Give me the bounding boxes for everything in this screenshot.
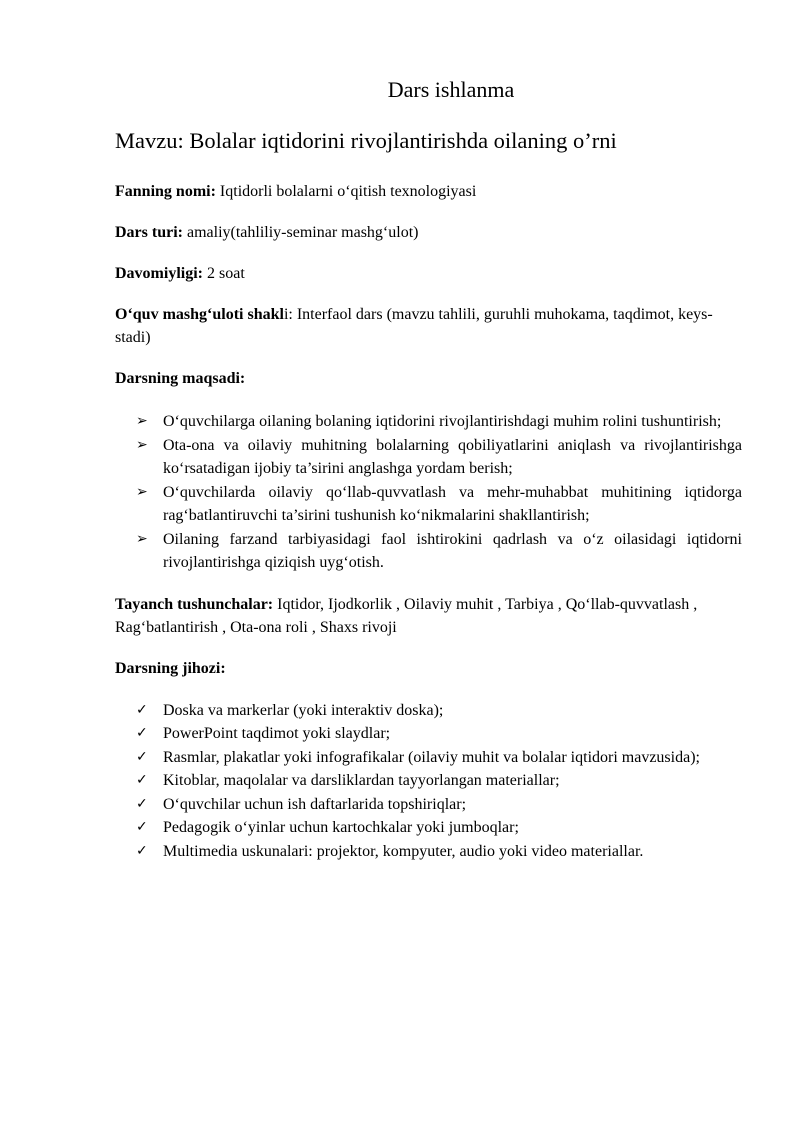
lesson-type-field <box>115 221 742 244</box>
arrowhead-bullet-icon: ➢ <box>136 530 148 547</box>
subject-value: Iqtidorli bolalarni o‘qitish texnologiyasi <box>215 183 477 200</box>
duration-value: 2 soat <box>203 265 245 282</box>
goal-item <box>115 434 742 481</box>
checkmark-bullet-icon: ✓ <box>136 842 148 859</box>
goal-text: Ota-ona va oilaviy muhitning bolalarning qobiliyatlarini aniqlash va rivojlantirishga ko‘rsatadigan ijobiy ta’sirini anglashga yordam berish; <box>163 436 742 477</box>
equipment-text: Pedagogik o‘yinlar uchun kartochkalar yoki jumboqlar; <box>163 819 519 836</box>
checkmark-bullet-icon: ✓ <box>136 725 148 741</box>
duration-field <box>115 262 742 285</box>
equipment-heading <box>115 657 742 680</box>
document-title: Dars ishlanma <box>387 77 515 102</box>
document-topic: Mavzu: Bolalar iqtidorini rivojlantirishda oilaning o’rni <box>115 128 617 153</box>
equipment-item <box>115 722 742 746</box>
form-value: i: Interfaol dars (mavzu tahlili, guruhli muhokama, taqdimot, keys-stadi) <box>115 306 713 346</box>
equipment-item <box>115 816 742 840</box>
checkmark-bullet-icon: ✓ <box>136 701 148 718</box>
arrowhead-bullet-icon: ➢ <box>136 483 148 500</box>
equipment-text: Kitoblar, maqolalar va darsliklardan tayyorlangan materiallar; <box>163 772 560 789</box>
goals-list <box>115 410 742 575</box>
checkmark-bullet-icon: ✓ <box>136 772 148 788</box>
equipment-item <box>115 769 742 793</box>
equipment-list <box>115 699 742 864</box>
goal-heading-label: Darsning maqsadi: <box>115 370 246 387</box>
checkmark-bullet-icon: ✓ <box>136 795 148 812</box>
equipment-text: Rasmlar, plakatlar yoki infografikalar (oilaviy muhit va bolalar iqtidori mavzusida); <box>163 748 700 766</box>
equipment-text: O‘quvchilar uchun ish daftarlarida topshiriqlar; <box>163 795 467 813</box>
lesson-type-label: Dars turi: <box>115 224 183 241</box>
form-label: O‘quv mashg‘uloti shakl <box>115 306 284 323</box>
goal-item <box>115 528 742 575</box>
goal-item <box>115 481 742 528</box>
equipment-item <box>115 699 742 723</box>
goal-text: O‘quvchilarda oilaviy qo‘llab-quvvatlash va mehr-muhabbat muhitining iqtidorga rag‘batlantiruvchi ta’sirini tushunish ko‘nikmalarini shakllantirish; <box>163 483 742 524</box>
equipment-item <box>115 840 742 864</box>
checkmark-bullet-icon: ✓ <box>136 819 148 835</box>
subject-field <box>115 180 742 203</box>
arrowhead-bullet-icon: ➢ <box>136 436 148 453</box>
equipment-item <box>115 793 742 817</box>
equipment-text: Doska va markerlar (yoki interaktiv doska); <box>163 701 444 719</box>
key-concepts-value: Iqtidor, Ijodkorlik , Oilaviy muhit , Tarbiya , Qo‘llab-quvvatlash , Rag‘batlantirish , Ota-ona roli , Shaxs rivoji <box>115 595 698 636</box>
goal-text: O‘quvchilarga oilaning bolaning iqtidorini rivojlantirishdagi muhim rolini tushuntirish; <box>163 413 722 430</box>
duration-label: Davomiyligi: <box>115 265 203 282</box>
key-concepts-label: Tayanch tushunchalar: <box>115 595 274 613</box>
goal-item <box>115 410 742 434</box>
equipment-heading-label: Darsning jihozi: <box>115 659 226 677</box>
lesson-type-value: amaliy(tahliliy-seminar mashg‘ulot) <box>182 224 419 241</box>
key-concepts-field <box>115 593 742 639</box>
equipment-text: PowerPoint taqdimot yoki slaydlar; <box>163 725 391 742</box>
goal-heading <box>115 367 742 390</box>
subject-label: Fanning nomi: <box>115 183 216 200</box>
equipment-text: Multimedia uskunalari: projektor, kompyuter, audio yoki video materiallar. <box>163 842 644 860</box>
goal-text: Oilaning farzand tarbiyasidagi faol ishtirokini qadrlash va o‘z oilasidagi iqtidorni rivojlantirishga qiziqish uyg‘otish. <box>163 530 742 571</box>
form-field <box>115 303 742 349</box>
checkmark-bullet-icon: ✓ <box>136 748 148 765</box>
arrowhead-bullet-icon: ➢ <box>136 413 148 429</box>
equipment-item <box>115 746 742 770</box>
